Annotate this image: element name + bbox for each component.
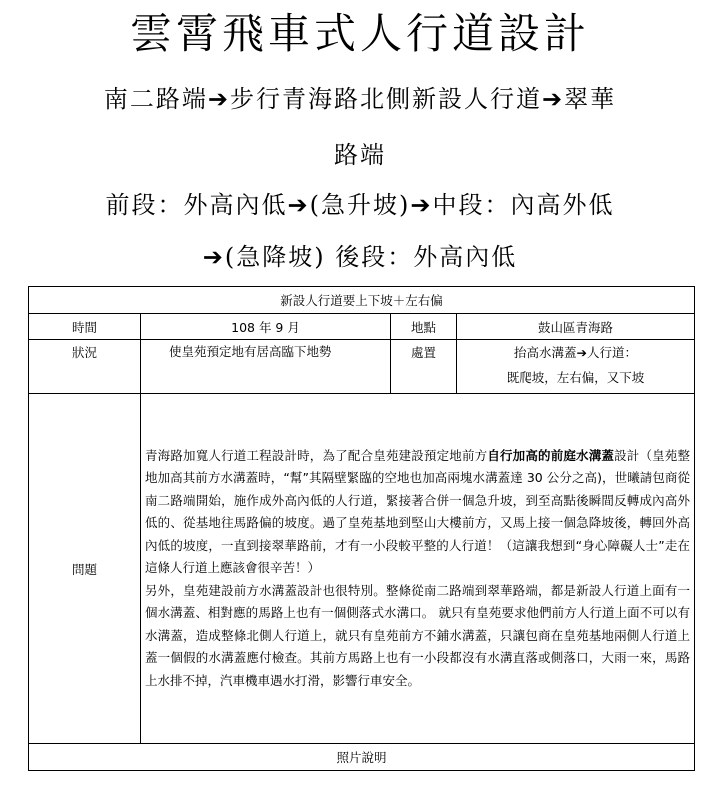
problem-paragraph-2: 另外，皇苑建設前方水溝蓋設計也很特別。整條從南二路端到翠華路端，都是新設人行道上面有一個水溝蓋、相對應的馬路上也有一個側落式水溝口。 就只有皇苑要求他們前方人行道上面不可以有水溝蓋，造成整條北側人行道上，就只有皇苑前方不鋪水溝蓋，只讓包商在皇苑基地兩側人行道上蓋一個假的水溝蓋應付檢查。其前方馬路上也有一小段都沒有水溝直落或側落口，大雨一來，馬路上水排不掉，汽車機車遇水打滑，影響行車安全。 <box>145 582 691 688</box>
status-value: 使皇苑預定地有居高臨下地勢 <box>169 344 332 359</box>
problem-text <box>141 394 695 744</box>
problem-label: 問題 <box>29 394 141 744</box>
problem-emphasis: 自行加高的前庭水溝蓋 <box>487 447 615 463</box>
route-line-1: 南二路端➔步行青海路北側新設人行道➔翠華 <box>103 85 617 113</box>
table-header: 新設人行道要上下坡＋左右偏 <box>29 287 695 314</box>
dispose-value-line2: 既爬坡，左右偏，又下坡 <box>506 370 645 385</box>
problem-paragraph-1a: 青海路加寬人行道工程設計時，為了配合皇苑建設預定地前方 <box>145 447 488 463</box>
table-row <box>29 394 695 744</box>
table-header-row <box>29 287 695 314</box>
document-title: 雲霄飛車式人行道設計 <box>129 9 590 58</box>
table-row <box>29 314 695 340</box>
time-label: 時間 <box>29 314 141 340</box>
time-value: 108 年 9 月 <box>141 314 391 340</box>
place-value: 鼓山區青海路 <box>457 314 695 340</box>
slope-line-1: 前段：外高內低➔(急升坡)➔中段：內高外低 <box>105 191 615 219</box>
dispose-cell <box>457 340 695 394</box>
slope-line-2: ➔(急降坡) 後段：外高內低 <box>202 243 518 271</box>
table-row <box>29 340 695 394</box>
status-cell <box>141 340 391 394</box>
dispose-label: 處置 <box>391 340 457 394</box>
place-label: 地點 <box>391 314 457 340</box>
problem-paragraph-1b: 設計（皇苑整地加高其前方水溝蓋時，“幫”其隔壁緊臨的空地也加高兩塊水溝蓋達 30 公分之高)，世曦請包商從南二路端開始，施作成外高內低的人行道，緊接著合併一個急升坡，到至高點後瞬間反轉成內高外低的、從基地往馬路偏的坡度。過了皇苑基地到堅山大樓前方，又馬上接一個急降坡後，轉回外高內低的坡度，一直到接翠華路前，才有一小段較平整的人行道！（這讓我想到“身心障礙人士”走在這條人行道上應該會很辛苦！） <box>145 447 691 576</box>
table-footer-row <box>29 744 695 771</box>
photo-caption-label: 照片說明 <box>29 744 695 771</box>
dispose-value-line1: 抬高水溝蓋➔人行道： <box>514 345 637 360</box>
route-line-2: 路端 <box>334 141 386 169</box>
status-label: 狀況 <box>29 340 141 394</box>
info-table <box>28 286 695 771</box>
